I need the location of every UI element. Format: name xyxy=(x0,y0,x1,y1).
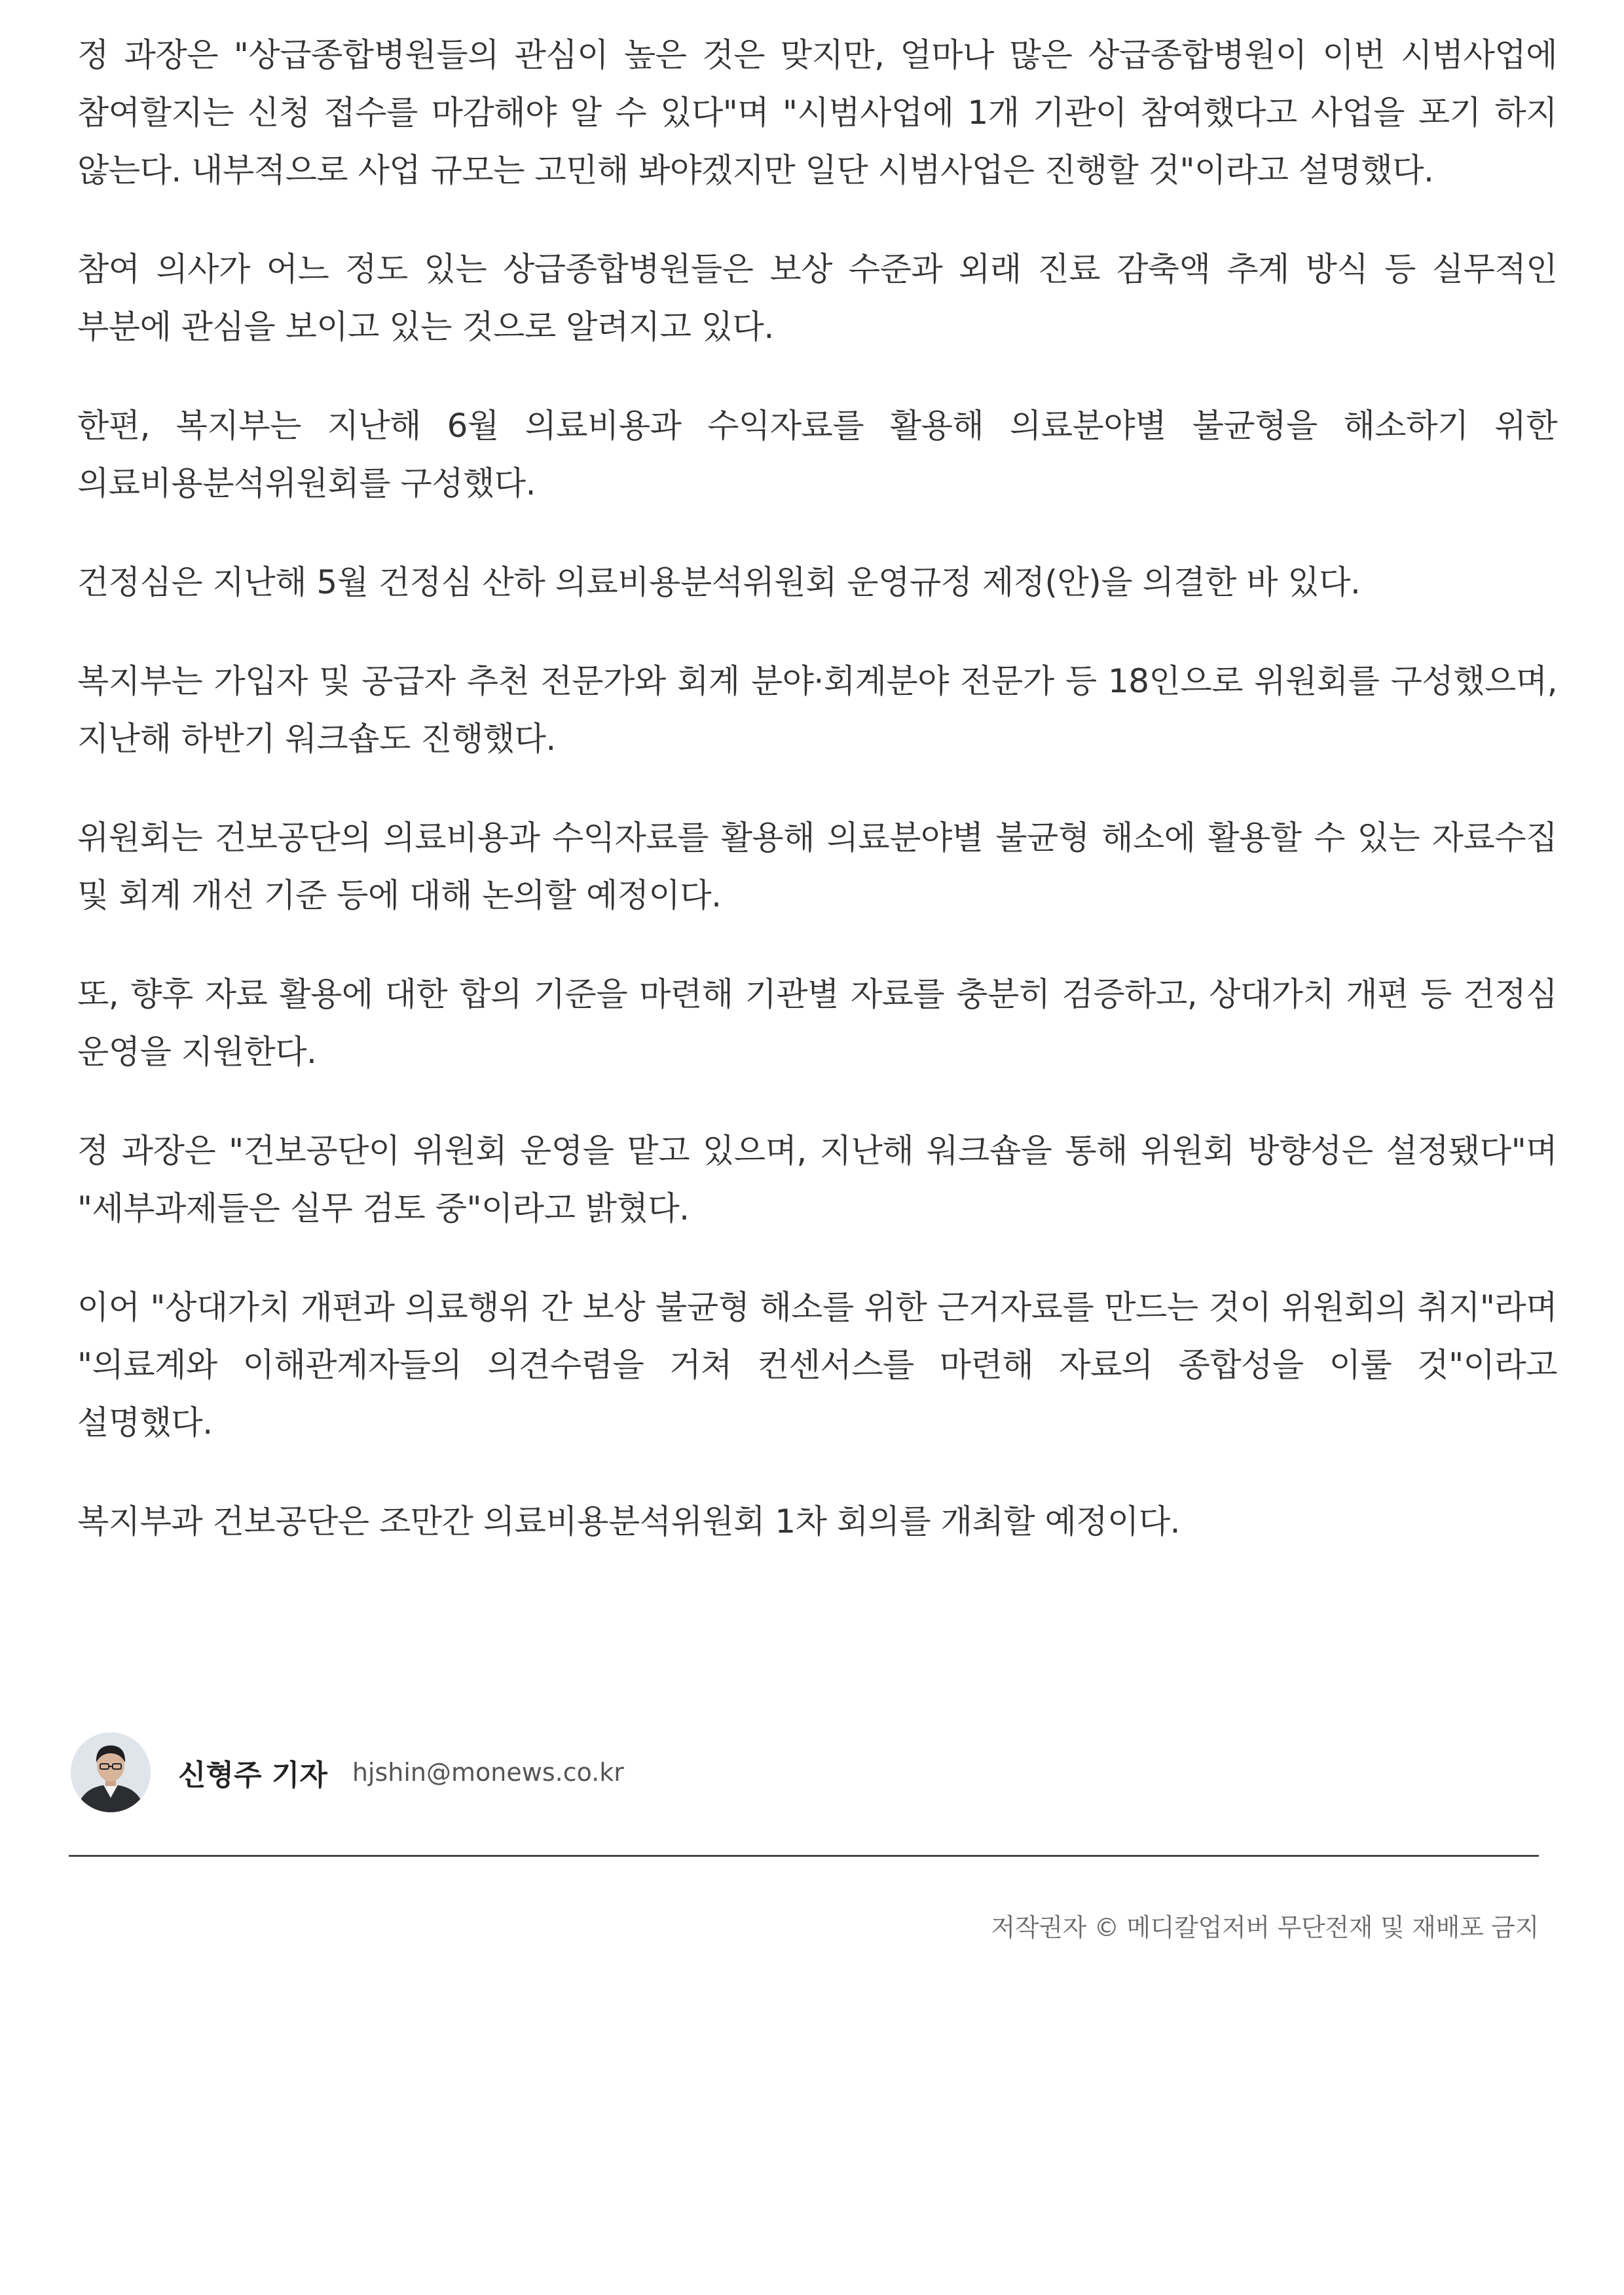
footer-divider xyxy=(69,1855,1539,1857)
article-paragraph: 한편, 복지부는 지난해 6월 의료비용과 수익자료를 활용해 의료분야별 불균형을 해소하기 위한 의료비용분석위원회를 구성했다. xyxy=(77,407,1557,502)
author-name[interactable]: 신형주 기자 xyxy=(178,1759,327,1792)
article-paragraph: 이어 "상대가치 개편과 의료행위 간 보상 불균형 해소를 위한 근거자료를 만드는 것이 위원회의 취지"라며 "의료계와 이해관계자들의 의견수렴을 거쳐 컨센서스를 마련해 자료의 종합성을 이룰 것"이라고 설명했다. xyxy=(77,1288,1557,1442)
article-paragraph: 정 과장은 "상급종합병원들의 관심이 높은 것은 맞지만, 얼마나 많은 상급종합병원이 이번 시범사업에 참여할지는 신청 접수를 마감해야 알 수 있다"며 "시범사업에 1개 기관이 참여했다고 사업을 포기 하지 않는다. 내부적으로 사업 규모는 고민해 봐야겠지만 일단 시범사업은 진행할 것"이라고 설명했다. xyxy=(77,36,1557,189)
author-byline xyxy=(71,1729,624,1816)
article-paragraph: 건정심은 지난해 5월 건정심 산하 의료비용분석위원회 운영규정 제정(안)을 의결한 바 있다. xyxy=(77,563,1361,601)
article-paragraph: 복지부과 건보공단은 조만간 의료비용분석위원회 1차 회의를 개최할 예정이다. xyxy=(77,1502,1181,1540)
author-email[interactable]: hjshin@monews.co.kr xyxy=(352,1758,624,1787)
article-paragraph: 복지부는 가입자 및 공급자 추천 전문가와 회계 분야·회계분야 전문가 등 18인으로 위원회를 구성했으며, 지난해 하반기 워크숍도 진행했다. xyxy=(77,662,1557,758)
article-paragraph: 또, 향후 자료 활용에 대한 합의 기준을 마련해 기관별 자료를 충분히 검증하고, 상대가치 개편 등 건정심 운영을 지원한다. xyxy=(77,975,1557,1071)
avatar[interactable] xyxy=(71,1732,151,1812)
copyright-notice: 저작권자 © 메디칼업저버 무단전재 및 재배포 금지 xyxy=(991,1913,1539,1942)
reporter-photo-icon xyxy=(71,1732,151,1812)
article-paragraph: 정 과장은 "건보공단이 위원회 운영을 맡고 있으며, 지난해 워크숍을 통해 위원회 방향성은 설정됐다"며 "세부과제들은 실무 검토 중"이라고 밝혔다. xyxy=(77,1132,1557,1227)
article-paragraph: 위원회는 건보공단의 의료비용과 수익자료를 활용해 의료분야별 불균형 해소에 활용할 수 있는 자료수집 및 회계 개선 기준 등에 대해 논의할 예정이다. xyxy=(77,819,1557,914)
article-body xyxy=(77,26,1557,1592)
article-paragraph: 참여 의사가 어느 정도 있는 상급종합병원들은 보상 수준과 외래 진료 감축액 추계 방식 등 실무적인 부분에 관심을 보이고 있는 것으로 알려지고 있다. xyxy=(77,250,1557,346)
